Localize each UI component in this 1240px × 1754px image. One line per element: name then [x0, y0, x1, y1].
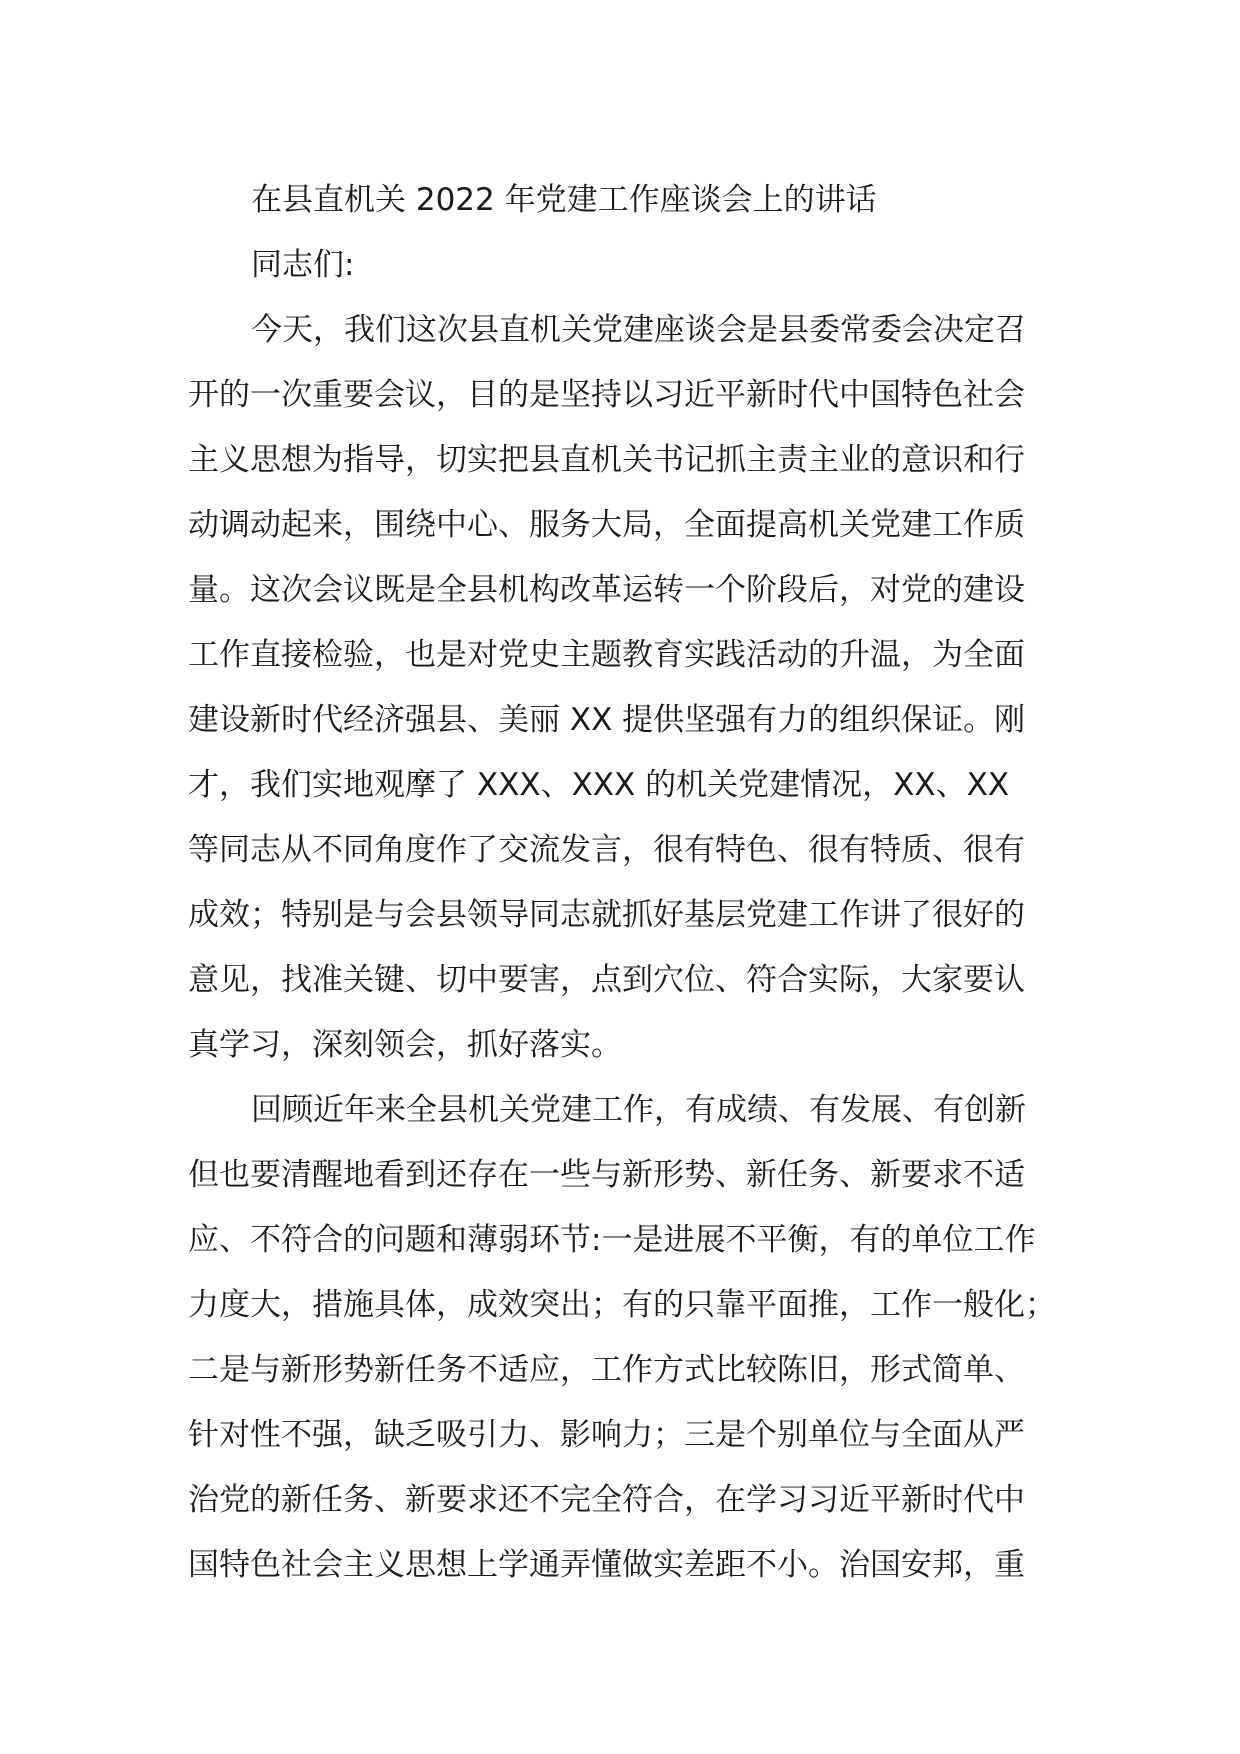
paragraph-1-line: 主义思想为指导，切实把县直机关书记抓主责主业的意识和行: [188, 442, 1025, 478]
paragraph-1-line: 才，我们实地观摩了 XXX、XXX 的机关党建情况，XX、XX: [188, 767, 1010, 803]
document-title: 在县直机关 2022 年党建工作座谈会上的讲话: [251, 182, 877, 218]
paragraph-1-line: 量。这次会议既是全县机构改革运转一个阶段后，对党的建设: [188, 572, 1025, 608]
paragraph-1-line: 工作直接检验，也是对党史主题教育实践活动的升温，为全面: [188, 637, 1025, 673]
paragraph-1-line: 动调动起来，围绕中心、服务大局，全面提高机关党建工作质: [188, 507, 1025, 543]
paragraph-1-line: 真学习，深刻领会，抓好落实。: [188, 1027, 622, 1063]
paragraph-1-line: 开的一次重要会议，目的是坚持以习近平新时代中国特色社会: [188, 377, 1025, 413]
document-body: [188, 168, 1068, 1598]
paragraph-1-line: 等同志从不同角度作了交流发言，很有特色、很有特质、很有: [188, 832, 1025, 868]
paragraph-2-line: 针对性不强，缺乏吸引力、影响力；三是个别单位与全面从严: [188, 1417, 1025, 1453]
paragraph-2-line: 治党的新任务、新要求还不完全符合，在学习习近平新时代中: [188, 1482, 1025, 1518]
paragraph-2-line: 力度大，措施具体，成效突出；有的只靠平面推，工作一般化；: [188, 1287, 1056, 1323]
paragraph-1-line: 今天，我们这次县直机关党建座谈会是县委常委会决定召: [251, 312, 1026, 348]
paragraph-1-line: 成效；特别是与会县领导同志就抓好基层党建工作讲了很好的: [188, 897, 1025, 933]
paragraph-1-line: 意见，找准关键、切中要害，点到穴位、符合实际，大家要认: [188, 962, 1025, 998]
paragraph-1-line: 建设新时代经济强县、美丽 XX 提供坚强有力的组织保证。刚: [188, 702, 1026, 738]
paragraph-2-line: 应、不符合的问题和薄弱环节:一是进展不平衡，有的单位工作: [188, 1222, 1036, 1258]
salutation: 同志们:: [251, 247, 355, 283]
paragraph-2-line: 回顾近年来全县机关党建工作，有成绩、有发展、有创新: [251, 1092, 1026, 1128]
paragraph-2-line: 国特色社会主义思想上学通弄懂做实差距不小。治国安邦，重: [188, 1547, 1025, 1583]
paragraph-2-line: 二是与新形势新任务不适应，工作方式比较陈旧，形式简单、: [188, 1352, 1025, 1388]
paragraph-2-line: 但也要清醒地看到还存在一些与新形势、新任务、新要求不适: [188, 1157, 1025, 1193]
